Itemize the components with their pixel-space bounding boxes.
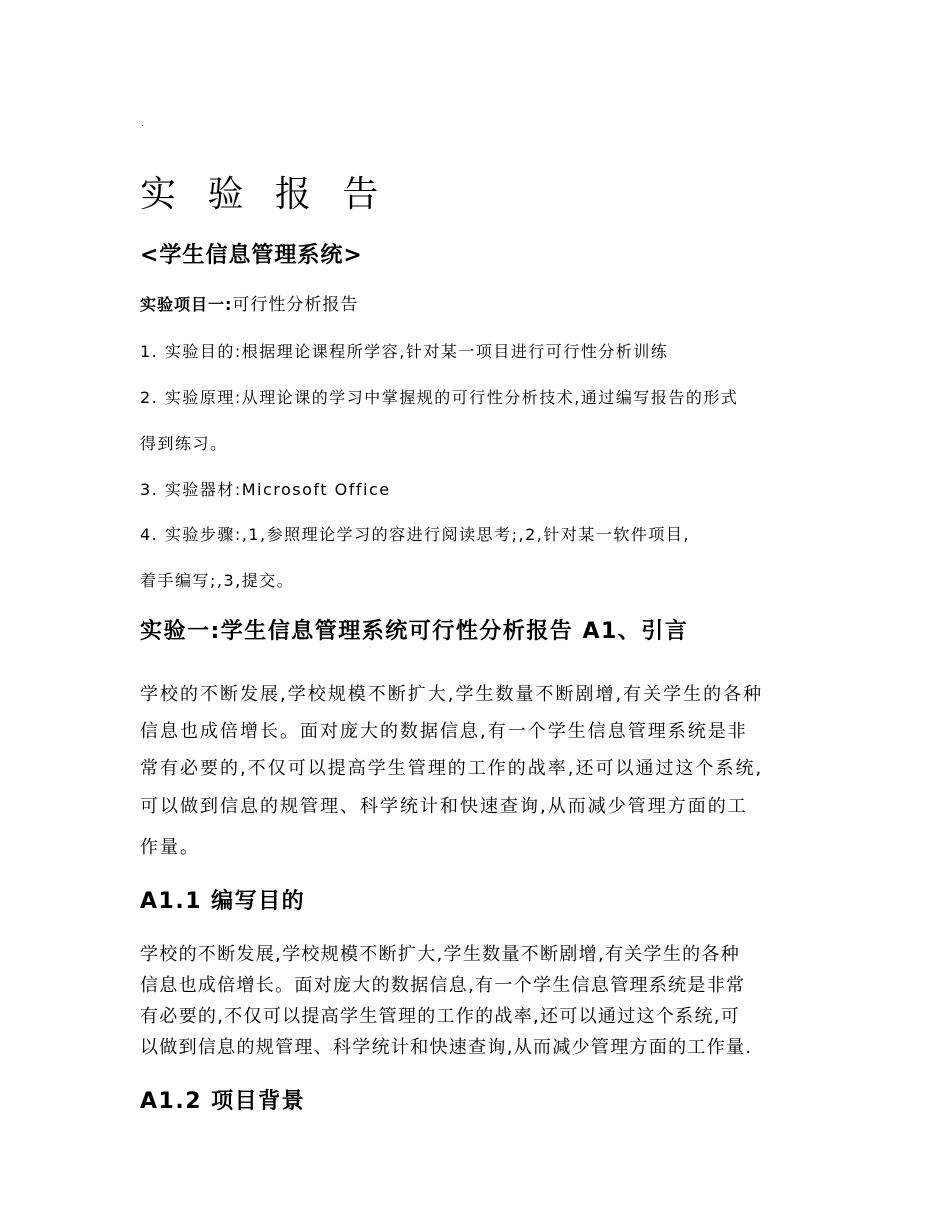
project-text: 可行性分析报告: [232, 295, 359, 315]
page-title: 实 验 报 告: [140, 174, 389, 215]
header-dot: .: [141, 118, 145, 129]
paragraph-line: 作量。: [140, 837, 200, 858]
list-item: 4. 实验步骤:,1,参照理论学习的容进行阅读思考;,2,针对某一软件项目,: [140, 525, 690, 544]
section-heading: 实验一:学生信息管理系统可行性分析报告 A1、引言: [140, 619, 689, 644]
list-item: 2. 实验原理:从理论课的学习中掌握规的可行性分析技术,通过编写报告的形式: [140, 388, 739, 407]
paragraph-line: 可以做到信息的规管理、科学统计和快速查询,从而减少管理方面的工: [140, 796, 748, 817]
list-item: 得到练习。: [140, 434, 228, 453]
paragraph-line: 信息也成倍增长。面对庞大的数据信息,有一个学生信息管理系统是非: [140, 721, 748, 742]
subsection-heading: A1.2 项目背景: [140, 1089, 306, 1114]
project-label: 实验项目一:: [140, 295, 233, 314]
paragraph-line: 以做到信息的规管理、科学统计和快速查询,从而减少管理方面的工作量.: [140, 1037, 753, 1058]
paragraph-line: 常有必要的,不仅可以提高学生管理的工作的战率,还可以通过这个系统,: [140, 758, 764, 779]
paragraph-line: 学校的不断发展,学校规模不断扩大,学生数量不断剧增,有关学生的各种: [140, 684, 764, 705]
paragraph-line: 有必要的,不仅可以提高学生管理的工作的战率,还可以通过这个系统,可: [140, 1006, 741, 1027]
list-item: 1. 实验目的:根据理论课程所学容,针对某一项目进行可行性分析训练: [140, 342, 669, 361]
list-item: 3. 实验器材:Microsoft Office: [140, 480, 391, 499]
system-name-heading: <学生信息管理系统>: [140, 243, 363, 268]
subsection-heading: A1.1 编写目的: [140, 889, 306, 914]
paragraph-line: 学校的不断发展,学校规模不断扩大,学生数量不断剧增,有关学生的各种: [140, 944, 741, 965]
paragraph-line: 信息也成倍增长。面对庞大的数据信息,有一个学生信息管理系统是非常: [140, 975, 746, 996]
list-item: 着手编写;,3,提交。: [140, 571, 295, 590]
project-line: [140, 290, 358, 315]
